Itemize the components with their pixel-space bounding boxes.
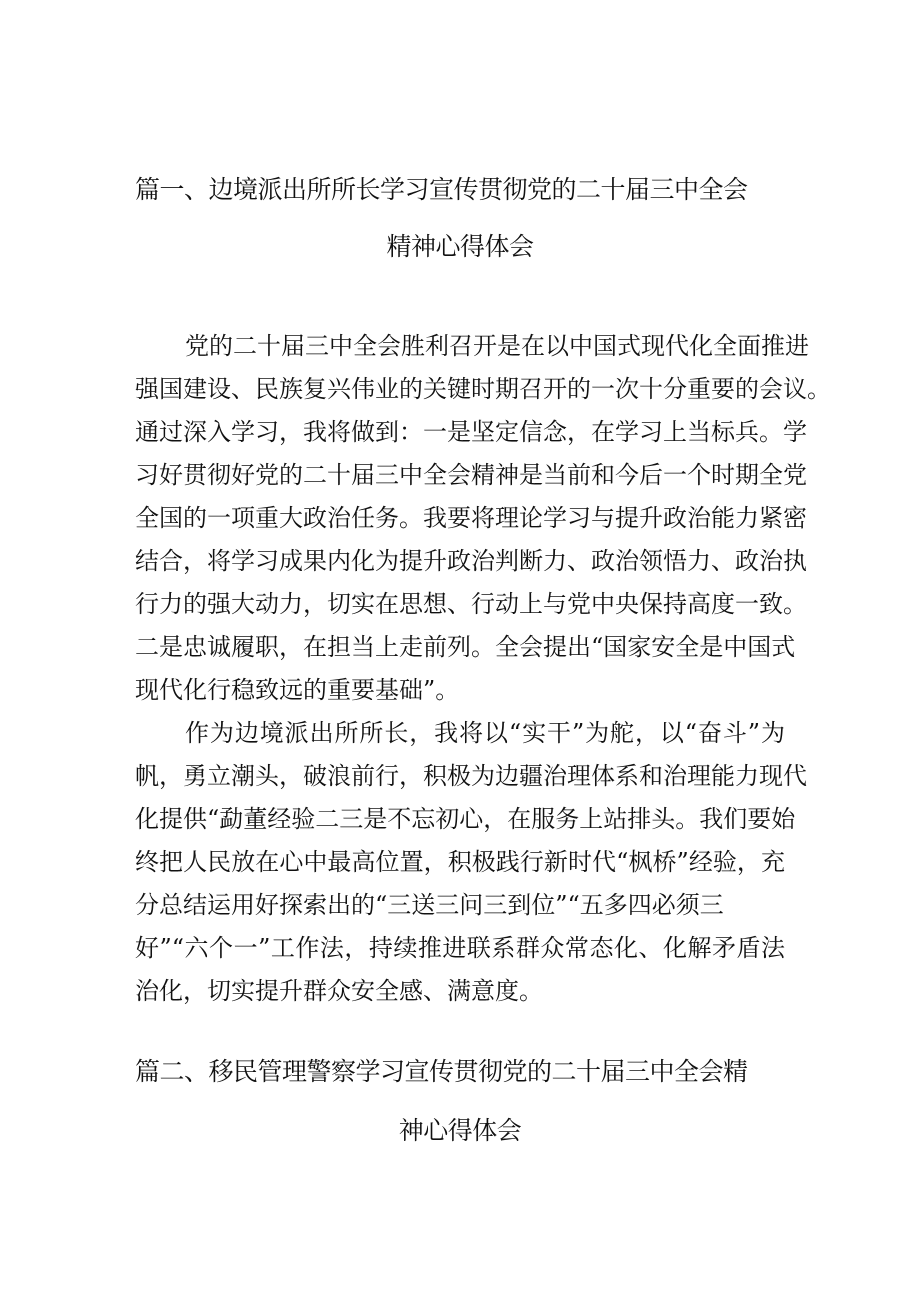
paragraph-line: 强国建设、民族复兴伟业的关键时期召开的一次十分重要的会议。 <box>135 375 831 403</box>
paragraph-line: 结合，将学习成果内化为提升政治判断力、政治领悟力、政治执 <box>135 547 807 575</box>
paragraph-line: 帆，勇立潮头，破浪前行，积极为边疆治理体系和治理能力现代 <box>135 762 807 790</box>
paragraph-line: 通过深入学习，我将做到：一是坚定信念，在学习上当标兵。学 <box>135 418 807 446</box>
paragraph-line: 全国的一项重大政治任务。我要将理论学习与提升政治能力紧密 <box>135 504 807 532</box>
paragraph-line: 习好贯彻好党的二十届三中全会精神是当前和今后一个时期全党 <box>135 461 807 489</box>
paragraph-line: 终把人民放在心中最高位置，积极践行新时代“枫桥”经验，充 <box>135 848 785 876</box>
paragraph-line: 分总结运用好探索出的“三送三问三到位”“五多四必须三 <box>135 891 724 919</box>
paragraph-line: 党的二十届三中全会胜利召开是在以中国式现代化全面推进 <box>185 332 809 360</box>
paragraph-line: 化提供“勐董经验二三是不忘初心，在服务上站排头。我们要始 <box>135 805 796 833</box>
paragraph-line: 现代化行稳致远的重要基础”。 <box>135 676 460 704</box>
section2-title-line2: 神心得体会 <box>398 1116 522 1145</box>
paragraph-line: 二是忠诚履职，在担当上走前列。全会提出“国家安全是中国式 <box>135 633 796 661</box>
paragraph-line: 行力的强大动力，切实在思想、行动上与党中央保持高度一致。 <box>135 590 807 618</box>
section1-title-line1: 篇一、边境派出所所长学习宣传贯彻党的二十届三中全会 <box>135 175 748 204</box>
paragraph-line: 作为边境派出所所长，我将以“实干”为舵，以“奋斗”为 <box>185 719 785 747</box>
paragraph-line: 好”“六个一”工作法，持续推进联系群众常态化、化解矛盾法 <box>135 934 785 962</box>
section2-title-line1: 篇二、移民管理警察学习宣传贯彻党的二十届三中全会精 <box>135 1057 748 1086</box>
section1-title-line2: 精神心得体会 <box>386 232 534 261</box>
paragraph-line: 治化，切实提升群众安全感、满意度。 <box>135 977 543 1005</box>
